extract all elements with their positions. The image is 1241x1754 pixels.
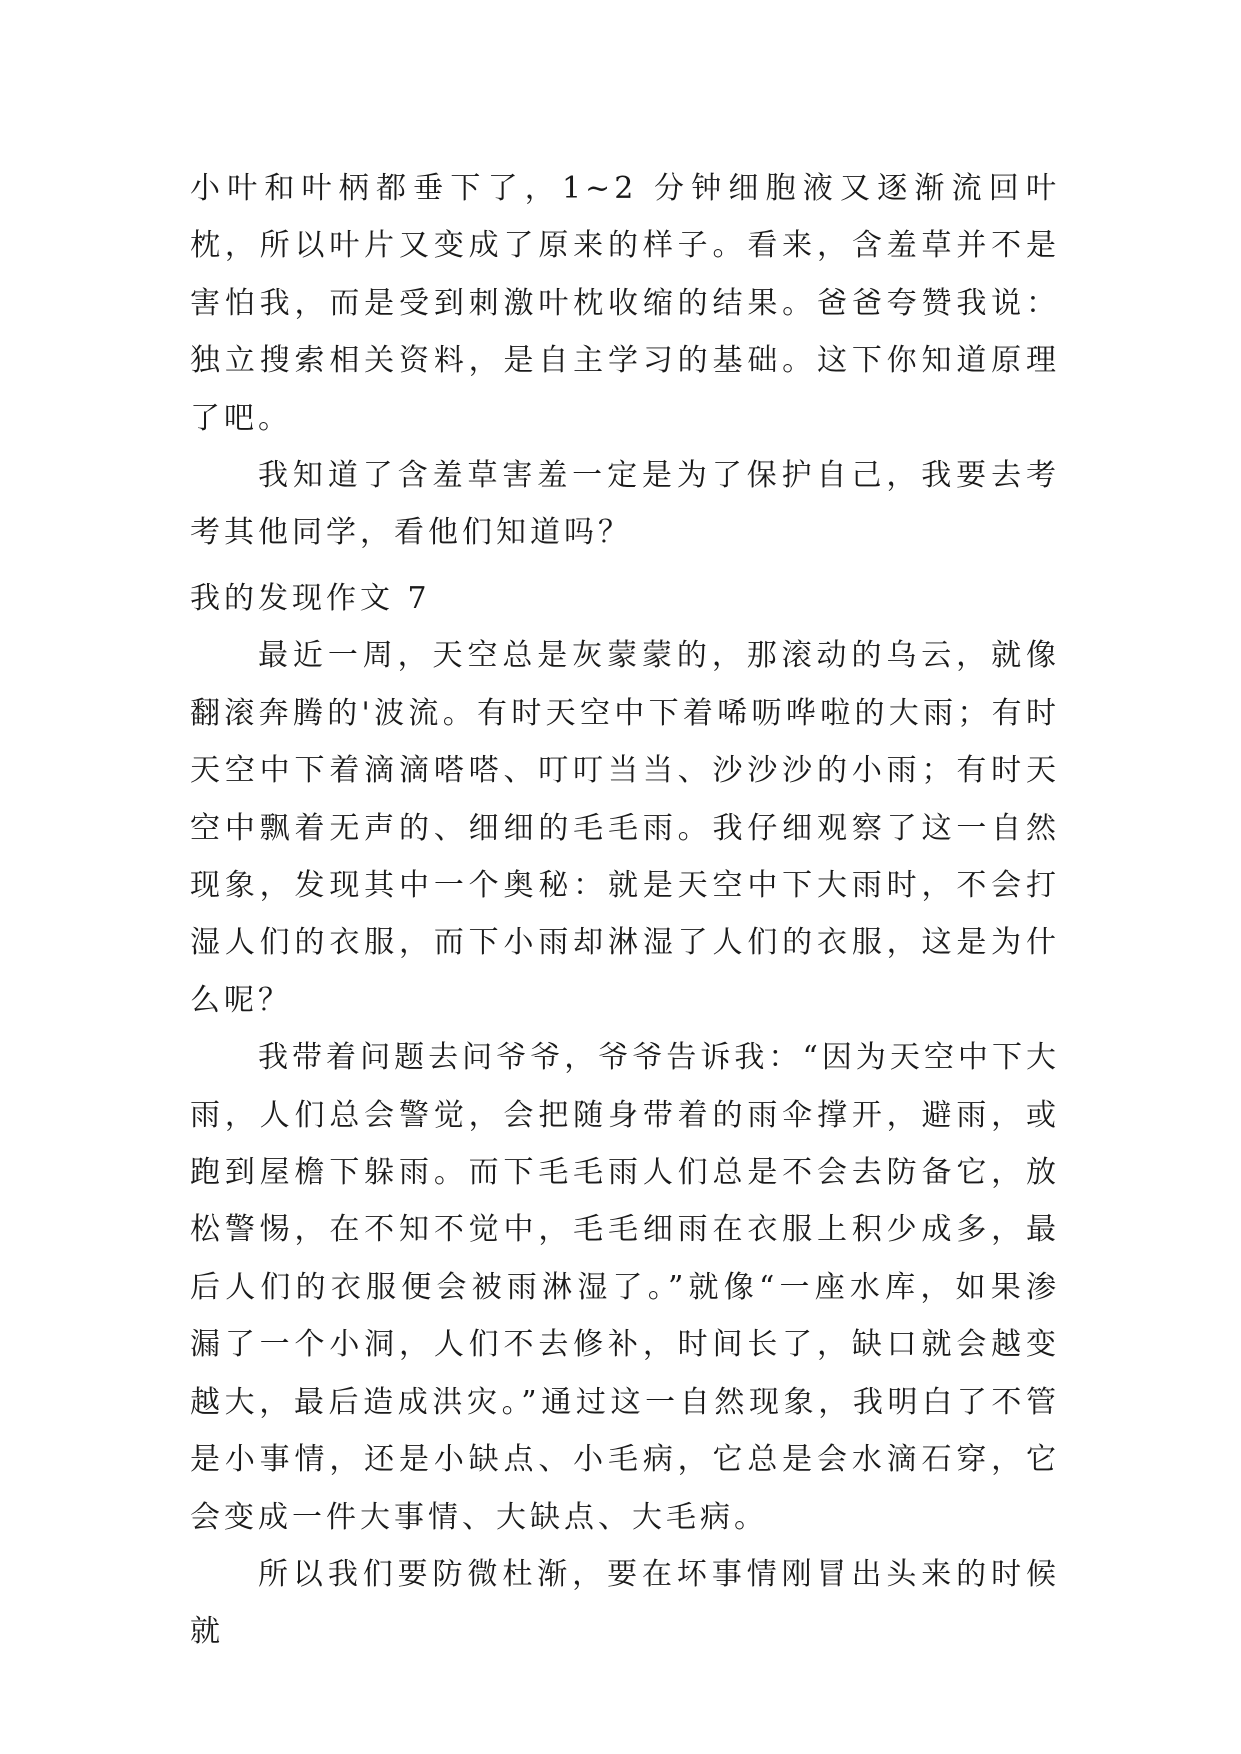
mimosa-essay-ending (190, 160, 1060, 562)
paragraph: 我知道了含羞草害羞一定是为了保护自己，我要去考考其他同学，看他们知道吗？ (190, 458, 1060, 551)
essay-title: 我的发现作文 7 (190, 581, 431, 616)
paragraph: 小叶和叶柄都垂下了，1~2 分钟细胞液又逐渐流回叶枕，所以叶片又变成了原来的样子。看来，含羞草并不是害怕我，而是受到刺激叶枕收缩的结果。爸爸夸赞我说：独立搜索相关资料，是自主学习的基础。这下你知道原理了吧。 (190, 171, 1060, 436)
paragraph: 所以我们要防微杜渐，要在坏事情刚冒出头来的时候就 (190, 1556, 1060, 1650)
paragraph: 我带着问题去问爷爷，爷爷告诉我：“因为天空中下大雨，人们总会警觉，会把随身带着的雨伞撑开，避雨，或跑到屋檐下躲雨。而下毛毛雨人们总是不会去防备它，放松警惕，在不知不觉中，毛毛细雨在衣服上积少成多，最后人们的衣服便会被雨淋湿了。”就像“一座水库，如果渗漏了一个小洞，人们不去修补，时间长了，缺口就会越变越大，最后造成洪灾。”通过这一自然现象，我明白了不管是小事情，还是小缺点、小毛病，它总是会水滴石穿，它会变成一件大事情、大缺点、大毛病。 (190, 1040, 1060, 1535)
essay-7 (190, 570, 1060, 1661)
paragraph: 最近一周，天空总是灰蒙蒙的，那滚动的乌云，就像翻滚奔腾的'波流。有时天空中下着唏呖哗啦的大雨；有时天空中下着滴滴嗒嗒、叮叮当当、沙沙沙的小雨；有时天空中飘着无声的、细细的毛毛雨。我仔细观察了这一自然现象，发现其中一个奥秘：就是天空中下大雨时，不会打湿人们的衣服，而下小雨却淋湿了人们的衣服，这是为什么呢？ (190, 638, 1060, 1018)
